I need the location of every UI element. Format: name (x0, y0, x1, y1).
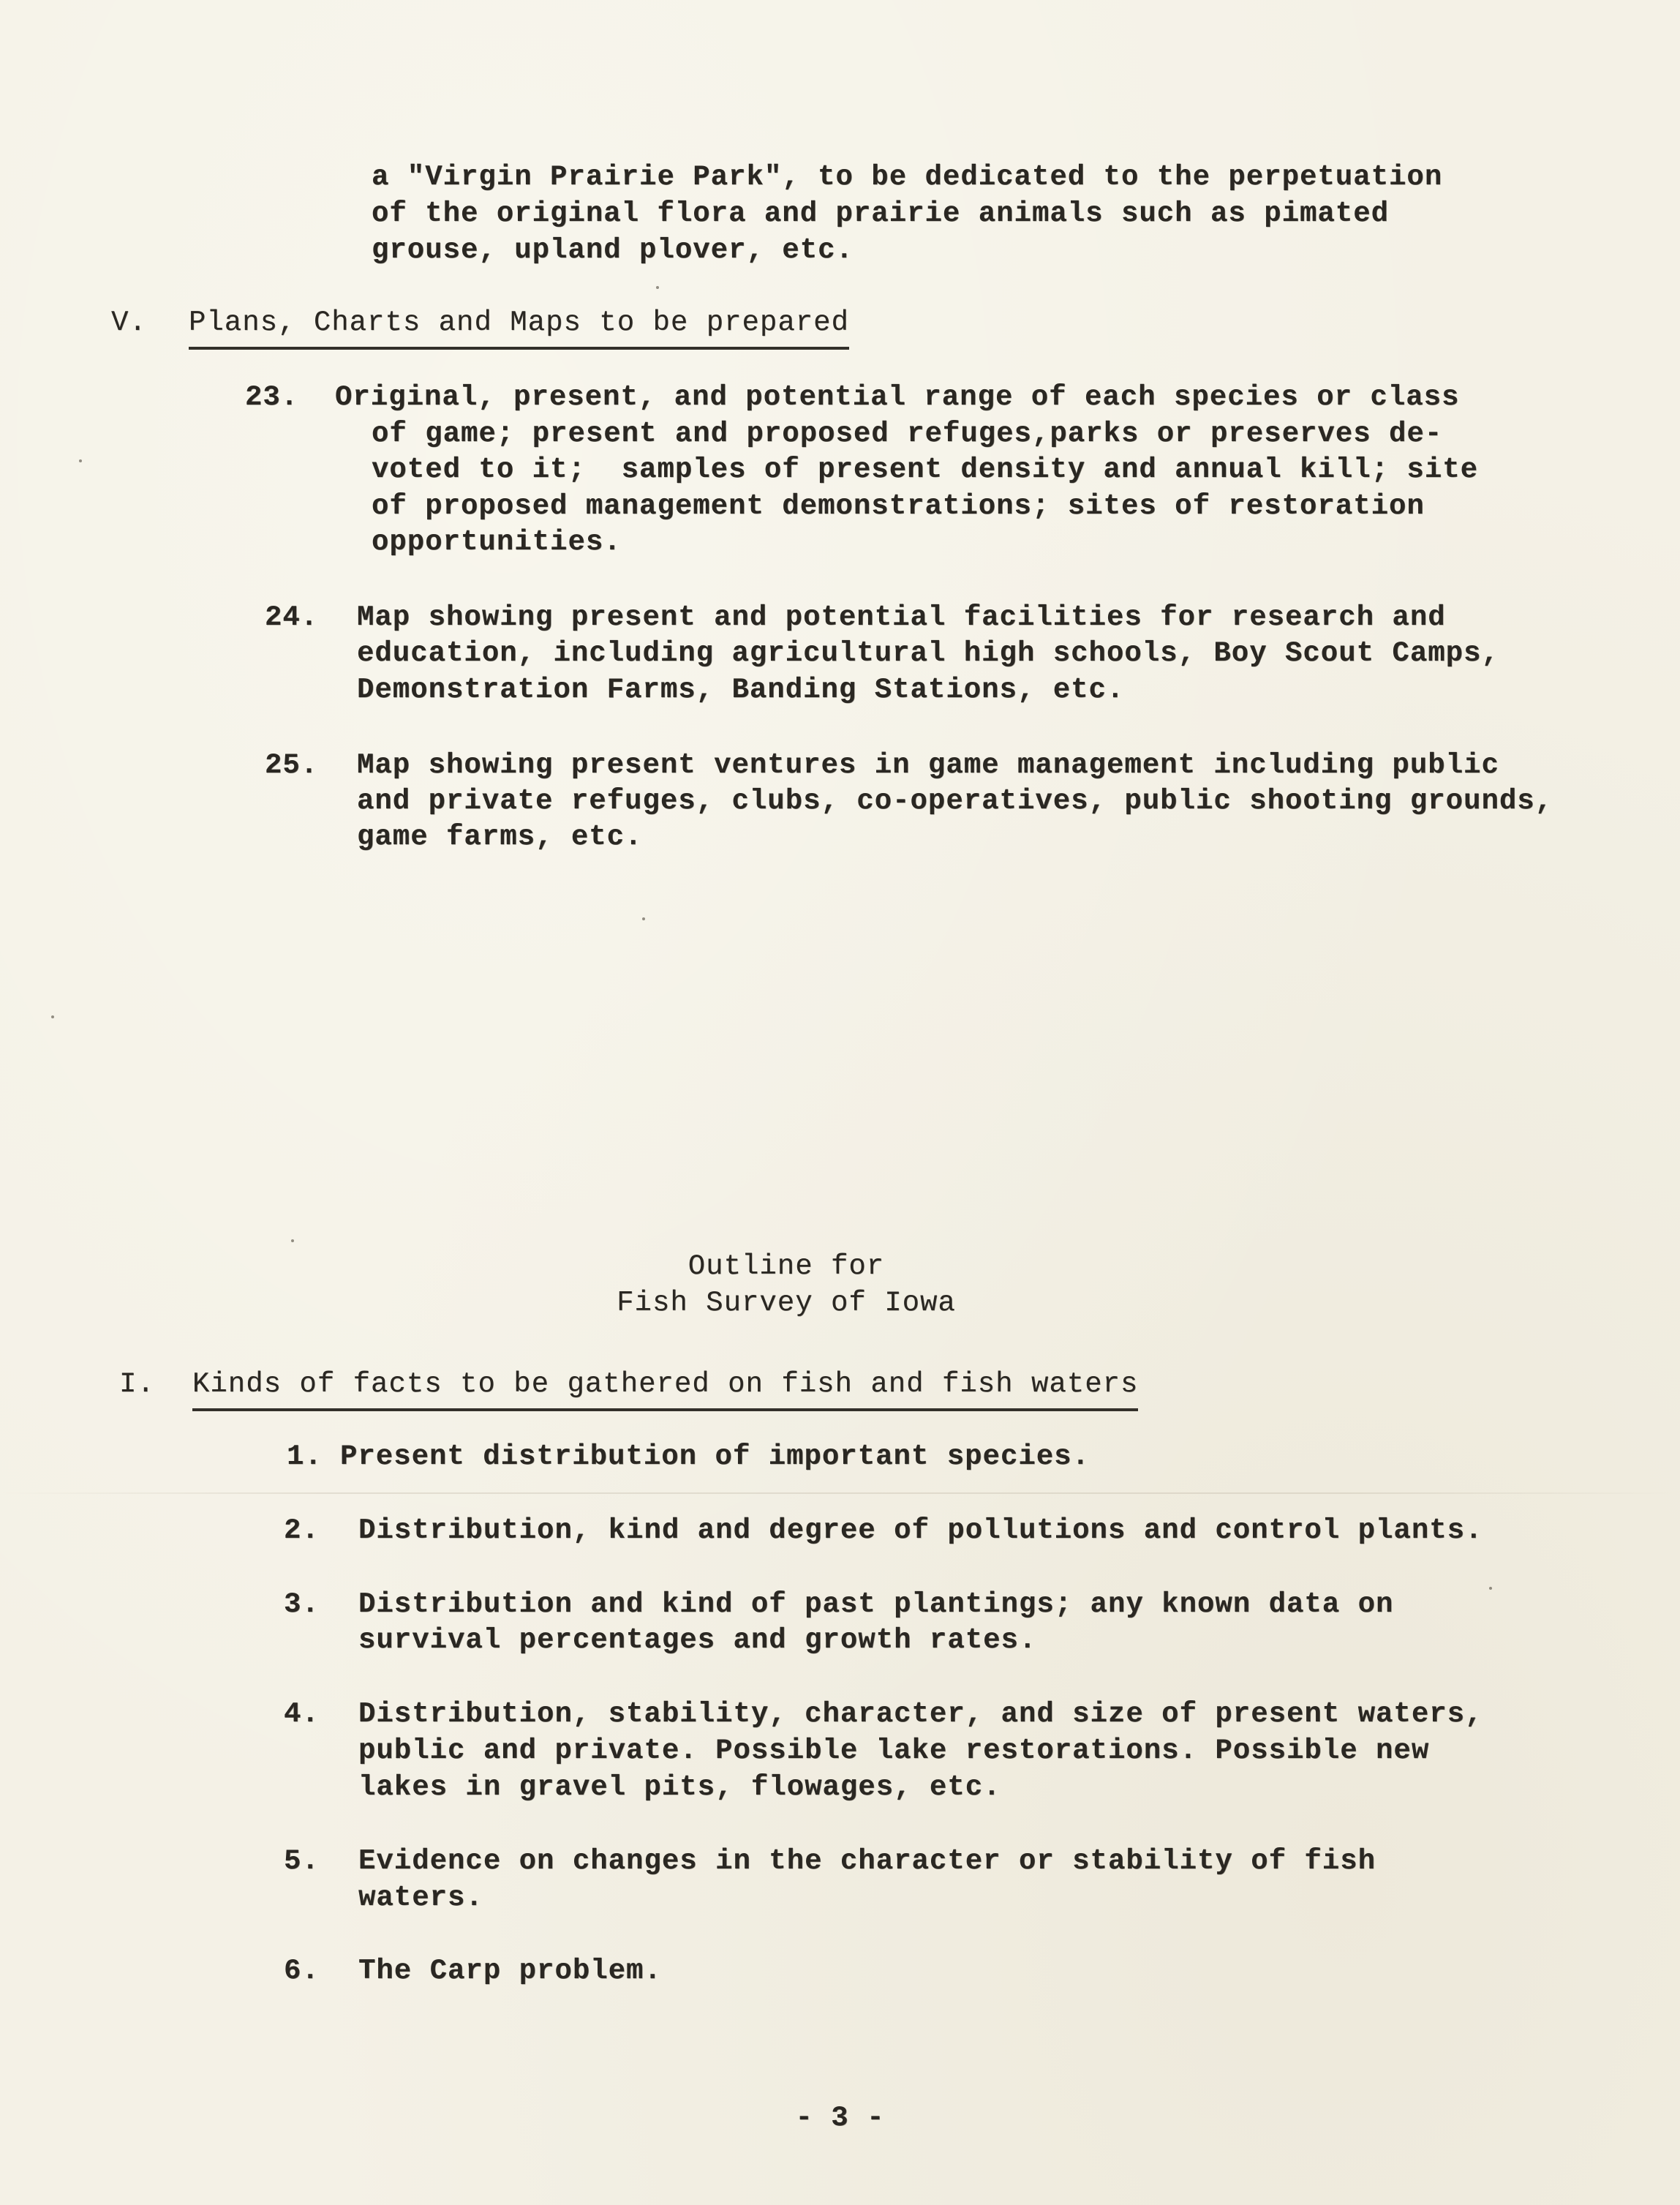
list-item-line: of game; present and proposed refuges,parks or preserves de- (372, 418, 1443, 450)
outline-title-line-1: Outline for (688, 1250, 885, 1282)
list-item-line: Present distribution of important species. (340, 1440, 1090, 1473)
list-item-line: voted to it; samples of present density and annual kill; site (372, 454, 1479, 486)
section-i-numeral: I. (119, 1368, 155, 1400)
list-item-line: Map showing present and potential facilities for research and (357, 601, 1446, 634)
list-item-line: opportunities. (372, 526, 622, 558)
paper-fold-crease (0, 1492, 1680, 1494)
list-item-number: 5. (284, 1845, 320, 1877)
section-i-title: Kinds of facts to be gathered on fish and fish waters (192, 1367, 1138, 1411)
list-item-line: Map showing present ventures in game management including public (357, 749, 1499, 781)
paper-speck (656, 286, 659, 289)
paper-speck (291, 1239, 294, 1242)
list-item-line: lakes in gravel pits, flowages, etc. (358, 1771, 1001, 1803)
outline-title-line-2: Fish Survey of Iowa (617, 1287, 956, 1319)
paper-speck (642, 917, 645, 920)
list-item-line: public and private. Possible lake restorations. Possible new (358, 1735, 1430, 1767)
section-v-numeral: V. (111, 307, 147, 339)
list-item-line: waters. (358, 1882, 483, 1914)
list-item-line: education, including agricultural high schools, Boy Scout Camps, (357, 637, 1499, 669)
page-number: - 3 - (795, 2102, 885, 2134)
list-item-number: 24. (265, 601, 319, 634)
list-item-number: 23. (245, 381, 299, 413)
list-item-number: 25. (265, 749, 319, 781)
list-item-line: Original, present, and potential range of each species or class (335, 381, 1460, 413)
list-item-number: 3. (284, 1588, 320, 1620)
intro-line: grouse, upland plover, etc. (372, 234, 854, 266)
list-item-line: and private refuges, clubs, co-operatives, public shooting grounds, (357, 785, 1553, 817)
list-item-line: Distribution and kind of past plantings; any known data on (358, 1588, 1394, 1620)
list-item-line: survival percentages and growth rates. (358, 1624, 1037, 1656)
list-item-line: Evidence on changes in the character or stability of fish (358, 1845, 1376, 1877)
intro-line: a "Virgin Prairie Park", to be dedicated to the perpetuation (372, 161, 1443, 193)
section-v-title: Plans, Charts and Maps to be prepared (189, 305, 849, 350)
list-item-number: 6. (284, 1955, 320, 1987)
list-item-line: of proposed management demonstrations; sites of restoration (372, 490, 1425, 522)
paper-speck (51, 1015, 54, 1018)
list-item-line: game farms, etc. (357, 821, 643, 853)
paper-speck (1489, 1587, 1492, 1590)
list-item-number: 4. (284, 1698, 320, 1730)
list-item-line: Demonstration Farms, Banding Stations, etc. (357, 674, 1125, 706)
list-item-line: Distribution, stability, character, and size of present waters, (358, 1698, 1483, 1730)
list-item-number: 1. (287, 1440, 323, 1473)
paper-speck (79, 459, 82, 462)
list-item-number: 2. (284, 1514, 320, 1547)
intro-line: of the original flora and prairie animals such as pimated (372, 198, 1390, 230)
list-item-line: Distribution, kind and degree of pollutions and control plants. (358, 1514, 1483, 1547)
list-item-line: The Carp problem. (358, 1955, 662, 1987)
